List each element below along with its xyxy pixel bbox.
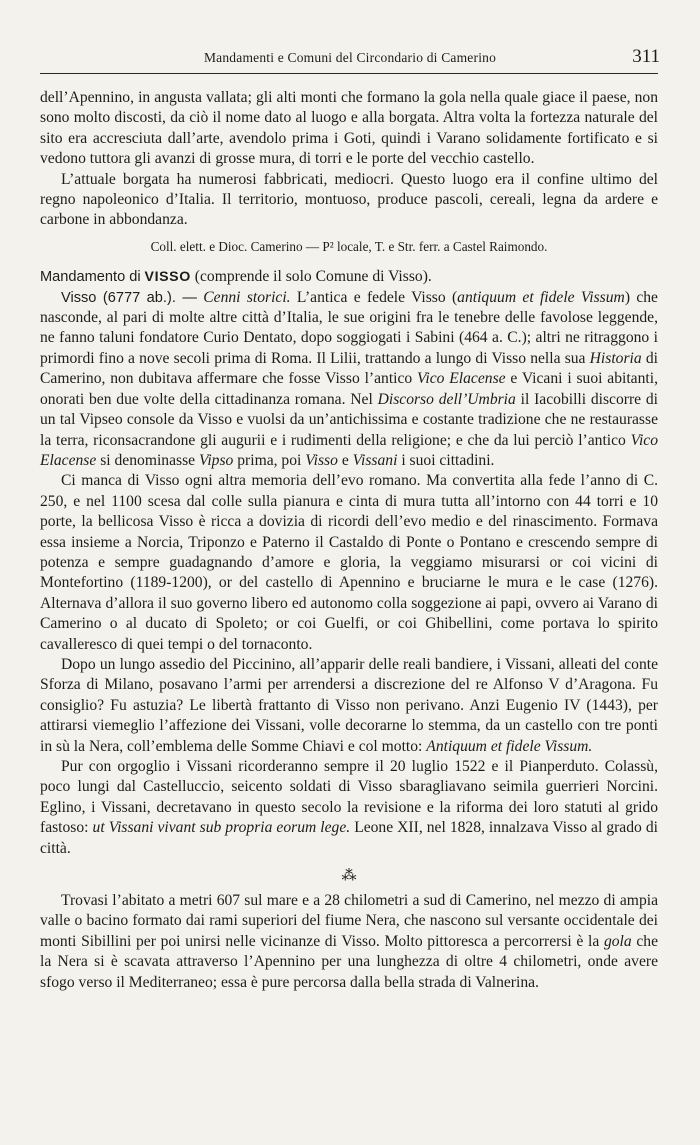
place-name-italic: Vico Elacense (417, 370, 506, 388)
text-run: Trovasi l’abitato a metri 607 sul mare e a 28 chilometri a sud di Camerino, nel mezzo di ampia valle o bacino formato dai rami superiori del fiume Nera, che nascono sul versante occidentale dei monti Sibillini per poi unirsi nelle vicinanze di Visso. Molto pittoresca a percorrersi è la (40, 892, 658, 950)
work-title: Historia (589, 349, 642, 367)
place-name-italic: Vico Elacense (40, 431, 658, 469)
mandamento-name: VISSO (144, 269, 191, 286)
place-name-italic: Vipso (198, 451, 234, 469)
page-number: 311 (632, 46, 660, 67)
cenni-storici: Cenni storici. (203, 288, 291, 306)
text-run: che la Nera si è scavata attraverso l’Apennino per una lunghezza di oltre 4 chilometri, onde avere sfogo verso il Mediterraneo; essa è pure percorsa dalla bella strada di Valnerina. (40, 932, 658, 991)
paragraph-piccinino (40, 655, 658, 757)
mandamento-heading (40, 267, 658, 287)
motto-italic: antiquum et fidele Vissum (457, 288, 625, 306)
paragraph-apennino: dell’Apennino, in angusta vallata; gli alti monti che formano la gola nella quale giace il paese, non sono molto discosti, da ciò il nome dato al luogo e alla borgata. Altra volta la fortezza naturale del sito era accresciuta dall’arte, avendolo prima i Goti, quindi i Varano solidamente fortificato e si vedono tuttora gli avanzi di grosse mura, di torri e le porte del vecchio castello. (40, 89, 658, 168)
mandamento-suffix: (comprende il solo Comune di Visso). (194, 268, 432, 286)
running-title: Mandamenti e Comuni del Circondario di Camerino (203, 50, 497, 65)
gola-italic: gola (603, 932, 632, 950)
text-run: Leone XII, nel 1828, innalzava Visso al grado di città. (40, 819, 658, 857)
paragraph-visso-history (40, 288, 658, 472)
running-header (40, 46, 660, 68)
text-run: di Camerino, non dubitava affermare che fosse Visso l’antico (40, 349, 658, 388)
asterism-divider (40, 869, 658, 883)
paragraph-geography (40, 891, 658, 993)
place-name-italic: Visso (305, 451, 338, 469)
text-run: ) che nasconde, al pari di molte altre città d’Italia, le sue origini fra le tenebre delle favolose leggende, ne fanno taluni fondatore Curio Dentato, dopo soggiogati i Sabini (464 a. C.); altri ne ritraggono i primordi fino a nove secoli prima di Roma. Il Lilii, trattando a lungo di Visso nella sua (40, 288, 658, 367)
text-run: i suoi cittadini. (401, 451, 495, 469)
mandamento-prefix: Mandamento di (40, 269, 141, 286)
text-run: Dopo un lungo assedio del Piccinino, all’apparir delle reali bandiere, i Vissani, alleati del conte Sforza di Milano, posavano l’armi per arrendersi a discrezione del re Alfonso V d’Aragona. Fu consiglio? Fu astuzia? Le libertà frattanto di Visso non perivano. Anzi Eugenio IV (1443), per attirarsi viemeglio l’affezione dei Vissani, volle decorarne lo stemma, da un castello con tre ponti in sù la Nera, coll’emblema delle Somme Chiavi e col motto: (40, 655, 658, 755)
motto-italic: Antiquum et fidele Vissum. (426, 737, 593, 755)
text-run: si denominasse (100, 451, 196, 469)
asterism-glyph: ⁂ (341, 868, 357, 885)
text-run: e (341, 451, 349, 469)
motto-italic: ut Vissani vivant sub propria eorum lege. (92, 819, 351, 837)
paragraph-medieval: Ci manca di Visso ogni altra memoria dell’evo romano. Ma convertita alla fede l’anno di C. 250, e nel 1100 scesa dal colle sulla pianura e cinta di mura tutta all’intorno con 44 torri e 10 porte, la bellicosa Visso è ricca a dovizia di ricordi dell’evo medio e del rinascimento. Formava essa insieme a Norcia, Triponzo e Paterno il Castaldo di Ponte o Pontano e crescendo sempre di potenza e sempre guadagnando d’amore e gloria, la veggiamo misurarsi or coi vicini di Montefortino (1189-1200), or del castello di Apennino e bruciarne le mura e le case (1276). Alternava d’allora il suo governo libero ed autonomo colla soggezione ai papi, ovvero ai Varano di Camerino o al ducato di Spoleto; or coi Guelfi, or coi Ghibellini, come portava lo spirito cavalleresco di quei tempi o del tornaconto. (40, 472, 658, 653)
text-run: L’antica e fedele Visso ( (296, 288, 458, 306)
work-title: Discorso dell’Umbria (377, 390, 516, 408)
body-text (40, 88, 658, 993)
reference-line: Coll. elett. e Dioc. Camerino — P² locale, T. e Str. ferr. a Castel Raimondo. (150, 238, 548, 254)
paragraph-pianperduto (40, 757, 658, 859)
text-run: e Vicani i suoi abitanti, onorati ben due volte della cittadinanza romana. Nel (40, 370, 658, 408)
place-name-italic: Vissani (352, 451, 398, 469)
visso-lead: Visso (6777 ab.). — (61, 289, 197, 306)
text-run: Pur con orgoglio i Vissani ricorderanno sempre il 20 luglio 1522 e il Pianperduto. Colassù, poco lungi dal Castelluccio, seicento soldati di Visso sbaragliavano seimila guerrieri Norcini. Eglino, i Vissani, decretavano in questo secolo la revisione e la riforma dei loro statuti al grido fastoso: (40, 758, 658, 837)
paragraph-borgata: L’attuale borgata ha numerosi fabbricati, mediocri. Questo luogo era il confine ultimo del regno napoleonico d’Italia. Il territorio, montuoso, produce pascoli, cereali, legna da ardere e carbone in abbondanza. (40, 170, 658, 229)
text-run: il Iacobilli discorre di un tal Vipseo console da Visso e vuolsi da un’antichissima e costante tradizione che ne restaurasse la terra, riconsacrandone gli augurii e i rudimenti della religione; e che da lui perciò l’antico (40, 390, 659, 449)
text-run: prima, poi (237, 451, 302, 469)
header-rule (40, 73, 658, 74)
